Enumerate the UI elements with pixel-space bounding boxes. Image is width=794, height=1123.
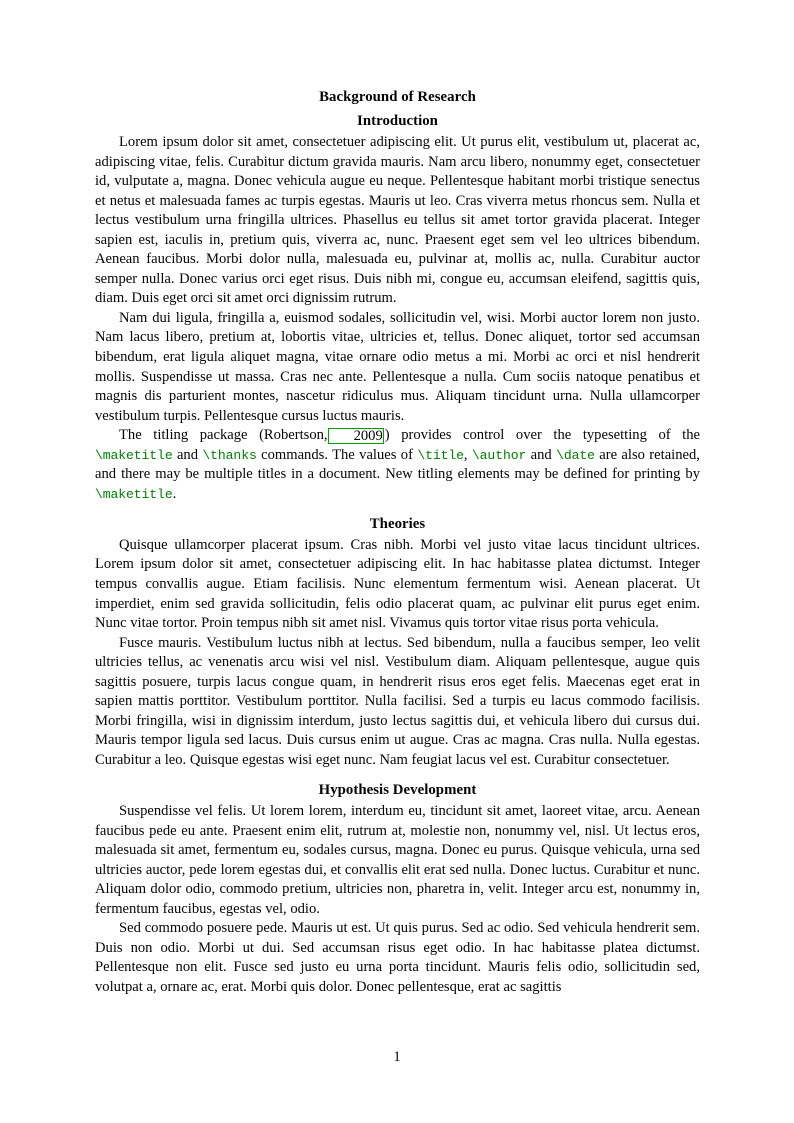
hypothesis-paragraph-2: Sed commodo posuere pede. Mauris ut est. Ut quis purus. Sed ac odio. Sed vehicula hendrerit sem. Duis non odio. Morbi ut dui. Sed accumsan risus eget odio. In hac habitasse platea dictumst. Pellentesque non elit. Fusce sed justo eu urna porta tincidunt. Mauris felis odio, sollicitudin sed, volutpat a, ornare ac, erat. Morbi quis dolor. Donec pellentesque, erat ac sagittis	[95, 920, 700, 995]
page-title: Background of Research	[319, 89, 476, 105]
theories-paragraph-2: Fusce mauris. Vestibulum luctus nibh at lectus. Sed bibendum, nulla a faucibus semper, leo velit ultricies tellus, ac venenatis arcu wisi vel nisl. Vestibulum diam. Aliquam pellentesque, augue quis sagittis posuere, turpis lacus congue quam, in hendrerit risus eros eget felis. Maecenas eget erat in sapien mattis porttitor. Vestibulum porttitor. Nulla facilisi. Sed a turpis eu lacus commodo facilisis. Morbi fringilla, wisi in dignissim interdum, justo lectus sagittis dui, et vehicula libero dui cursus dui. Mauris tempor ligula sed lacus. Duis cursus enim ut augue. Cras ac magna. Cras nulla. Nulla egestas. Curabitur a leo. Quisque egestas wisi eget nunc. Nam feugiat lacus vel est. Curabitur consectetuer.	[95, 634, 700, 768]
section-heading-hypothesis-development: Hypothesis Development	[318, 781, 477, 798]
introduction-paragraph-2: Nam dui ligula, fringilla a, euismod sodales, sollicitudin vel, wisi. Morbi auctor lorem non justo. Nam lacus libero, pretium at, lobortis vitae, ultricies et, tellus. Donec aliquet, tortor sed accumsan bibendum, erat ligula aliquet magna, vitae ornare odio metus a mi. Morbi ac orci et nisl hendrerit mollis. Suspendisse ut massa. Cras nec ante. Pellentesque a nulla. Cum sociis natoque penatibus et magnis dis parturient montes, nascetur ridiculus mus. Aliquam tincidunt urna. Nulla ullamcorper vestibulum turpis. Pellentesque cursus luctus mauris.	[95, 309, 700, 424]
paragraph-3-text-6: are also retained, and there may be multiple titles in a document. New titling elements may be defined for printing by	[95, 446, 700, 483]
section-heading-introduction: Introduction	[357, 113, 438, 129]
citation-link-robertson-2009[interactable]: 2009	[328, 428, 384, 444]
citation-text-before: The titling package (Robertson,	[119, 427, 328, 444]
paragraph-3-text-7: .	[172, 485, 177, 502]
page-number: 1	[393, 1049, 401, 1065]
introduction-paragraph-3	[95, 426, 700, 504]
hypothesis-paragraph-1: Suspendisse vel felis. Ut lorem lorem, interdum eu, tincidunt sit amet, laoreet vitae, arcu. Aenean faucibus pede eu ante. Praesent enim elit, rutrum at, molestie non, nonummy vel, nisl. Ut lectus eros, malesuada sit amet, fermentum eu, sodales cursus, magna. Donec eu purus. Quisque vehicula, urna sed ultricies auctor, pede lorem egestas dui, et convallis elit erat sed nulla. Donec luctus. Curabitur et nunc. Aliquam dolor odio, commodo pretium, ultricies non, pharetra in, velit. Integer arcu est, nonummy in, fermentum faucibus, egestas vel, odio.	[95, 802, 700, 917]
theories-paragraph-1: Quisque ullamcorper placerat ipsum. Cras nibh. Morbi vel justo vitae lacus tincidunt ultrices. Lorem ipsum dolor sit amet, consectetuer adipiscing elit. In hac habitasse platea dictumst. Integer tempus convallis augue. Etiam facilisis. Nunc elementum fermentum wisi. Aenean placerat. Ut imperdiet, enim sed gravida sollicitudin, felis odio placerat quam, ac pulvinar elit purus eget enim. Nunc vitae tortor. Proin tempus nibh sit amet nisl. Vivamus quis tortor vitae risus porta vehicula.	[95, 536, 700, 632]
section-heading-theories: Theories	[369, 515, 426, 532]
citation-text-after: ) provides control over the typesetting of the	[384, 427, 700, 444]
introduction-paragraph-1: Lorem ipsum dolor sit amet, consectetuer adipiscing elit. Ut purus elit, vestibulum ut, placerat ac, adipiscing vitae, felis. Curabitur dictum gravida mauris. Nam arcu libero, nonummy eget, consectetuer id, vulputate a, magna. Donec vehicula augue eu neque. Pellentesque habitant morbi tristique senectus et netus et malesuada fames ac turpis egestas. Mauris ut leo. Cras viverra metus rhoncus sem. Nulla et lectus vestibulum urna fringilla ultrices. Phasellus eu tellus sit amet tortor gravida placerat. Integer sapien est, iaculis in, pretium quis, viverra ac, nunc. Praesent eget sem vel leo ultrices bibendum. Aenean faucibus. Morbi dolor nulla, malesuada eu, pulvinar at, mollis ac, nulla. Curabitur auctor semper nulla. Donec varius orci eget risus. Duis nibh mi, congue eu, accumsan eleifend, sagittis quis, diam. Duis eget orci sit amet orci dignissim rutrum.	[95, 134, 700, 307]
latex-command-author: \author	[471, 447, 527, 463]
paragraph-3-text-5: and	[530, 446, 552, 463]
latex-command-title: \title	[417, 447, 464, 463]
latex-command-date: \date	[556, 447, 595, 463]
paragraph-3-text-3: commands. The values of	[261, 446, 413, 463]
latex-command-maketitle-1: \maketitle	[95, 447, 173, 463]
latex-command-maketitle-2: \maketitle	[95, 486, 173, 502]
paragraph-3-text-2: and	[176, 446, 199, 463]
paragraph-3-text-4: ,	[463, 446, 468, 463]
page-content	[95, 88, 700, 997]
latex-command-thanks: \thanks	[202, 447, 257, 463]
